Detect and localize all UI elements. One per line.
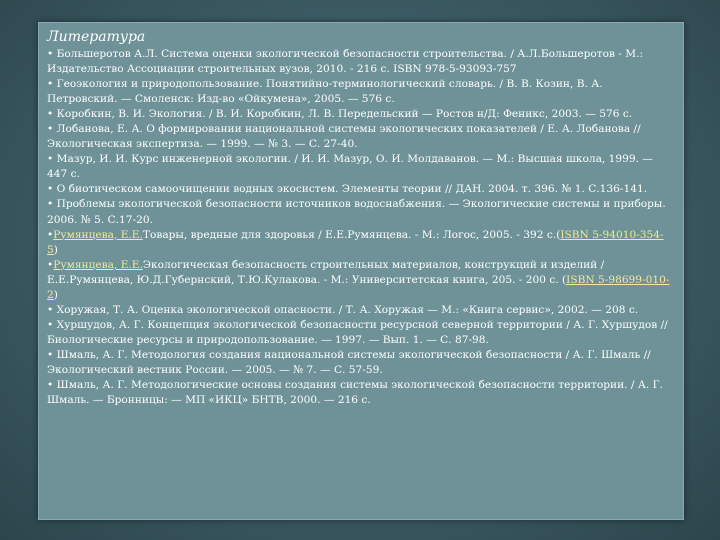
list-item: • Лобанова, Е. А. О формировании национальной системы экологических показателей / Е. А. Лобанова // Экологическая экспертиза. — 1999. — № 3. — С. 27-40. (47, 123, 641, 151)
isbn-link[interactable]: ISBN 5-98699-010-2 (47, 273, 670, 301)
list-item: • Коробкин, В. И. Экология. / В. И. Коробкин, Л. В. Передельский — Ростов н/Д: Феникс, 2003. — 576 с. (47, 108, 633, 121)
list-item: •Румянцева, Е.Е.Товары, вредные для здоровья / Е.Е.Румянцева. - М.: Логос, 2005. - 392 с.(ISBN 5-94010-354-5) (47, 228, 664, 256)
author-link[interactable]: Румянцева, Е.Е. (53, 228, 143, 241)
entry-text: Экологическая безопасность строительных материалов, конструкций и изделий /Е.Е.Румянцева, Ю.Д.Губернский, Т.Ю.Кулакова. - М.: Университетская книга, 205. - 200 с. ( (47, 258, 605, 286)
list-item: • Шмаль, А. Г. Методология создания национальной системы экологической безопасности / А. Г. Шмаль // Экологический вестник России. — 2005. — № 7. — С. 57-59. (47, 348, 651, 376)
entry-tail: ) (53, 243, 58, 256)
list-item: • Хуршудов, А. Г. Концепция экологической безопасности ресурсной северной территории / А. Г. Хуршудов // Биологические ресурсы и природопользование. — 1997. — Вып. 1. — С. 87-98. (47, 318, 668, 346)
list-item: • Большеротов А.Л. Система оценки экологической безопасности строительства. / А.Л.Большеротов - М.: Издательство Ассоциации строительных вузов, 2010. - 216 с. ISBN 978-5-93093-757 (47, 48, 644, 76)
bibliography-list (47, 47, 673, 408)
author-link[interactable]: Румянцева, Е.Е. (53, 258, 143, 271)
list-item: • Шмаль, А. Г. Методологические основы создания системы экологической безопасности территории. / А. Г. Шмаль. — Бронницы: — МП «ИКЦ» БНТВ, 2000. — 216 с. (47, 379, 663, 407)
list-item: • Геоэкология и природопользование. Понятийно-терминологический словарь. / В. В. Козин, В. А. Петровский. — Смоленск: Изд-во «Ойкумена», 2005. — 576 с. (47, 78, 603, 106)
list-item: •Румянцева, Е.Е.Экологическая безопасность строительных материалов, конструкций и изделий /Е.Е.Румянцева, Ю.Д.Губернский, Т.Ю.Кулакова. - М.: Университетская книга, 205. - 200 с. (ISBN 5-98699-010-2) (47, 258, 670, 301)
list-item: • О биотическом самоочищении водных экосистем. Элементы теории // ДАН. 2004. т. 396. № 1. С.136-141. (47, 183, 648, 196)
isbn-link[interactable]: ISBN 5-94010-354-5 (47, 228, 664, 256)
list-item: • Хоружая, Т. А. Оценка экологической опасности. / Т. А. Хоружая — М.: «Книга сервис», 2002. — 208 с. (47, 303, 639, 316)
slide-title: Литература (47, 29, 146, 45)
list-item: • Проблемы экологической безопасности источников водоснабжения. — Экологические системы и приборы. 2006. № 5. С.17-20. (47, 198, 666, 226)
entry-text: Товары, вредные для здоровья / Е.Е.Румянцева. - М.: Логос, 2005. - 392 с.( (142, 228, 561, 241)
entry-tail: ) (53, 288, 58, 301)
list-item: • Мазур, И. И. Курс инженерной экологии. / И. И. Мазур, О. И. Молдаванов. — М.: Высшая школа, 1999. — 447 с. (47, 153, 653, 181)
